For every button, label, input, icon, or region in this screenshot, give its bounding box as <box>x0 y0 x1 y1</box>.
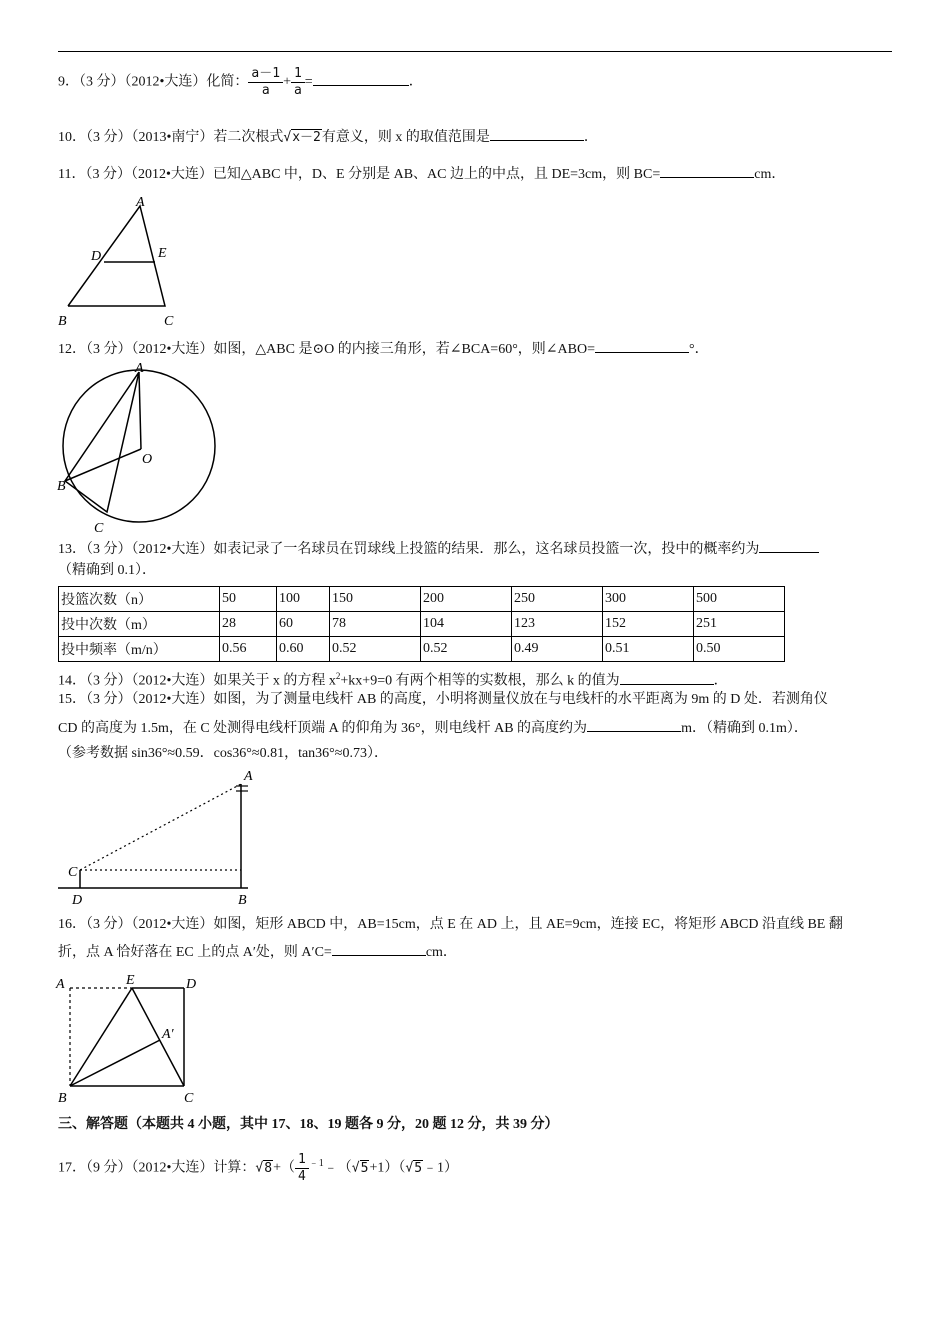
section-3-title <box>58 1115 559 1135</box>
q12-answer-blank[interactable] <box>595 338 689 353</box>
q17-radical-1: √8 <box>255 1160 273 1176</box>
table-row <box>59 637 785 662</box>
table-row-header: 投中频率（m/n） <box>59 637 220 662</box>
q10-radicand: x－2 <box>292 130 321 145</box>
q9-end: ． <box>408 74 423 90</box>
table-row <box>59 612 785 637</box>
table-cell: 0.60 <box>277 637 330 662</box>
q10-prefix: 10．（3 分）（2013•南宁）若二次根式 <box>58 130 284 145</box>
q17-exponent: ﹣1 <box>308 1158 324 1170</box>
q17-radical-2: √5 <box>351 1160 369 1176</box>
q12-label-c: C <box>94 521 104 536</box>
table-cell: 0.56 <box>220 637 277 662</box>
q12-label-a: A <box>135 361 144 376</box>
question-15-line-1 <box>58 690 828 710</box>
q17-prefix: 17．（9 分）（2012•大连）计算： <box>58 1160 256 1176</box>
table-cell: 28 <box>220 612 277 637</box>
q14-suffix: +kx+9=0 有两个相等的实数根，那么 k 的值为 <box>340 673 620 689</box>
q11-triangle-figure <box>52 190 192 335</box>
table-cell: 152 <box>603 612 694 637</box>
table-row <box>59 587 785 612</box>
q10-end: ． <box>583 130 598 145</box>
section-3-title-text: 三、解答题（本题共 4 小题，其中 17、18、19 题各 9 分，20 题 12 分，共 39 分） <box>58 1117 559 1132</box>
q15-label-d: D <box>72 893 83 908</box>
q9-frac2-den: a <box>293 83 302 98</box>
q11-triangle-abc <box>68 206 165 306</box>
table-row-header: 投篮次数（n） <box>59 587 220 612</box>
q12-end: °． <box>689 342 709 357</box>
q10-answer-blank[interactable] <box>490 126 584 141</box>
q13-line-2: （精确到 0.1）． <box>58 563 156 578</box>
q12-label-o: O <box>142 452 153 467</box>
q14-end: ． <box>713 673 728 689</box>
q15-line-2-suffix: m．（精确到 0.1m）． <box>681 721 808 736</box>
q16-segment-ec <box>132 988 184 1086</box>
table-cell: 300 <box>603 587 694 612</box>
q17-end: ﹣1） <box>423 1160 459 1176</box>
q11-label-e: E <box>158 246 167 261</box>
question-11 <box>58 163 785 185</box>
question-13-line-2 <box>58 561 156 581</box>
q16-line-2-suffix: cm． <box>425 945 457 960</box>
table-cell: 200 <box>421 587 512 612</box>
q11-answer-blank[interactable] <box>660 163 754 178</box>
q16-label-c: C <box>184 1091 194 1106</box>
q11-label-a: A <box>136 195 145 210</box>
q15-line-2-prefix: CD 的高度为 1.5m，在 C 处测得电线杆顶端 A 的仰角为 36°，则电线杆 AB 的高度约为 <box>58 721 588 736</box>
q9-frac2-num: 1 <box>291 66 305 83</box>
q9-frac1-num: a－1 <box>248 66 283 83</box>
q13-line-1: 13．（3 分）（2012•大连）如表记录了一名球员在罚球线上投篮的结果．那么，这名球员投篮一次，投中的概率约为 <box>58 542 760 557</box>
q17-frac-den: 4 <box>297 1169 306 1184</box>
q11-label-b: B <box>58 314 67 329</box>
q17-fraction <box>295 1152 309 1185</box>
q10-radical: √x－2 <box>283 130 321 145</box>
q12-segment-ao <box>139 372 141 449</box>
q9-equals: = <box>304 74 313 90</box>
q16-segment-ba1 <box>70 1040 160 1086</box>
q9-answer-blank[interactable] <box>313 71 409 86</box>
question-12 <box>58 338 709 360</box>
q15-line-3: （参考数据 sin36°≈0.59．cos36°≈0.81，tan36°≈0.73）． <box>58 746 388 761</box>
q11-label-d: D <box>91 249 102 264</box>
q12-text: 12．（3 分）（2012•大连）如图，△ABC 是⊙O 的内接三角形，若∠BCA=60°，则∠ABO= <box>58 342 595 357</box>
q11-text: 11．（3 分）（2012•大连）已知△ABC 中，D、E 分别是 AB、AC 边上的中点，且 DE=3cm，则 BC= <box>58 167 661 182</box>
q13-table <box>58 586 785 662</box>
question-15-line-3 <box>58 744 388 764</box>
table-cell: 250 <box>512 587 603 612</box>
question-16-line-2 <box>58 941 457 963</box>
q15-answer-blank[interactable] <box>587 717 681 732</box>
table-cell: 251 <box>694 612 785 637</box>
q15-label-b: B <box>238 893 247 908</box>
table-cell: 104 <box>421 612 512 637</box>
top-rule <box>58 51 892 52</box>
table-cell: 0.52 <box>330 637 421 662</box>
table-cell: 0.52 <box>421 637 512 662</box>
question-9 <box>58 66 423 99</box>
table-cell: 0.50 <box>694 637 785 662</box>
q17-minus-open: ﹣（ <box>323 1160 352 1176</box>
table-cell: 60 <box>277 612 330 637</box>
q17-frac-num: 1 <box>295 1152 309 1169</box>
q9-plus: + <box>283 74 291 90</box>
q10-suffix: 有意义，则 x 的取值范围是 <box>321 130 490 145</box>
question-17 <box>58 1152 458 1185</box>
q17-radicand-3: 5 <box>414 1160 423 1176</box>
q11-unit: cm． <box>754 167 786 182</box>
q16-rectangle-figure <box>52 966 212 1106</box>
question-16-line-1 <box>58 915 843 935</box>
q9-prefix: 9．（3 分）（2012•大连）化简： <box>58 74 249 90</box>
question-14 <box>58 666 728 692</box>
question-10 <box>58 126 598 148</box>
table-cell: 500 <box>694 587 785 612</box>
q14-answer-blank[interactable] <box>620 670 714 685</box>
q12-triangle-abc <box>65 372 139 512</box>
q9-fraction-2 <box>291 66 305 99</box>
table-cell: 100 <box>277 587 330 612</box>
q15-pole-figure <box>52 766 272 910</box>
q9-fraction-1 <box>248 66 283 99</box>
q16-label-a: A <box>56 977 65 992</box>
q17-radicand-2: 5 <box>360 1160 369 1176</box>
q16-label-d: D <box>186 977 197 992</box>
q12-label-b: B <box>57 479 66 494</box>
q15-sight-line <box>80 784 241 870</box>
q15-line-1: 15．（3 分）（2012•大连）如图，为了测量电线杆 AB 的高度，小明将测量仪放在与电线杆的水平距离为 9m 的 D 处．若测角仪 <box>58 692 828 707</box>
question-13-line-1 <box>58 538 819 560</box>
table-row-header: 投中次数（m） <box>59 612 220 637</box>
q16-label-a-prime: A′ <box>162 1027 174 1042</box>
q16-segment-be <box>70 988 132 1086</box>
q9-frac1-den: a <box>261 83 270 98</box>
q16-line-1: 16．（3 分）（2012•大连）如图，矩形 ABCD 中，AB=15cm，点 E 在 AD 上，且 AE=9cm，连接 EC，将矩形 ABCD 沿直线 BE 翻 <box>58 917 843 932</box>
q16-answer-blank[interactable] <box>332 941 426 956</box>
table-cell: 78 <box>330 612 421 637</box>
q17-radicand-1: 8 <box>264 1160 273 1176</box>
q15-label-a: A <box>244 769 253 784</box>
q16-label-e: E <box>126 973 135 988</box>
table-cell: 50 <box>220 587 277 612</box>
q16-label-b: B <box>58 1091 67 1106</box>
table-cell: 150 <box>330 587 421 612</box>
q11-label-c: C <box>164 314 174 329</box>
q17-middle: +1）（ <box>369 1160 406 1176</box>
q15-label-c: C <box>68 865 78 880</box>
q14-superscript: 2 <box>335 671 341 681</box>
q12-circle-figure <box>52 360 222 540</box>
table-cell: 123 <box>512 612 603 637</box>
q13-answer-blank[interactable] <box>759 538 819 553</box>
q14-prefix: 14．（3 分）（2012•大连）如果关于 x 的方程 x <box>58 673 336 689</box>
q17-radical-3: √5 <box>405 1160 423 1176</box>
q16-line-2-prefix: 折，点 A 恰好落在 EC 上的点 A′处，则 A′C= <box>58 945 332 960</box>
question-15-line-2 <box>58 717 808 739</box>
table-cell: 0.51 <box>603 637 694 662</box>
q17-plus-open: +（ <box>273 1160 295 1176</box>
table-cell: 0.49 <box>512 637 603 662</box>
